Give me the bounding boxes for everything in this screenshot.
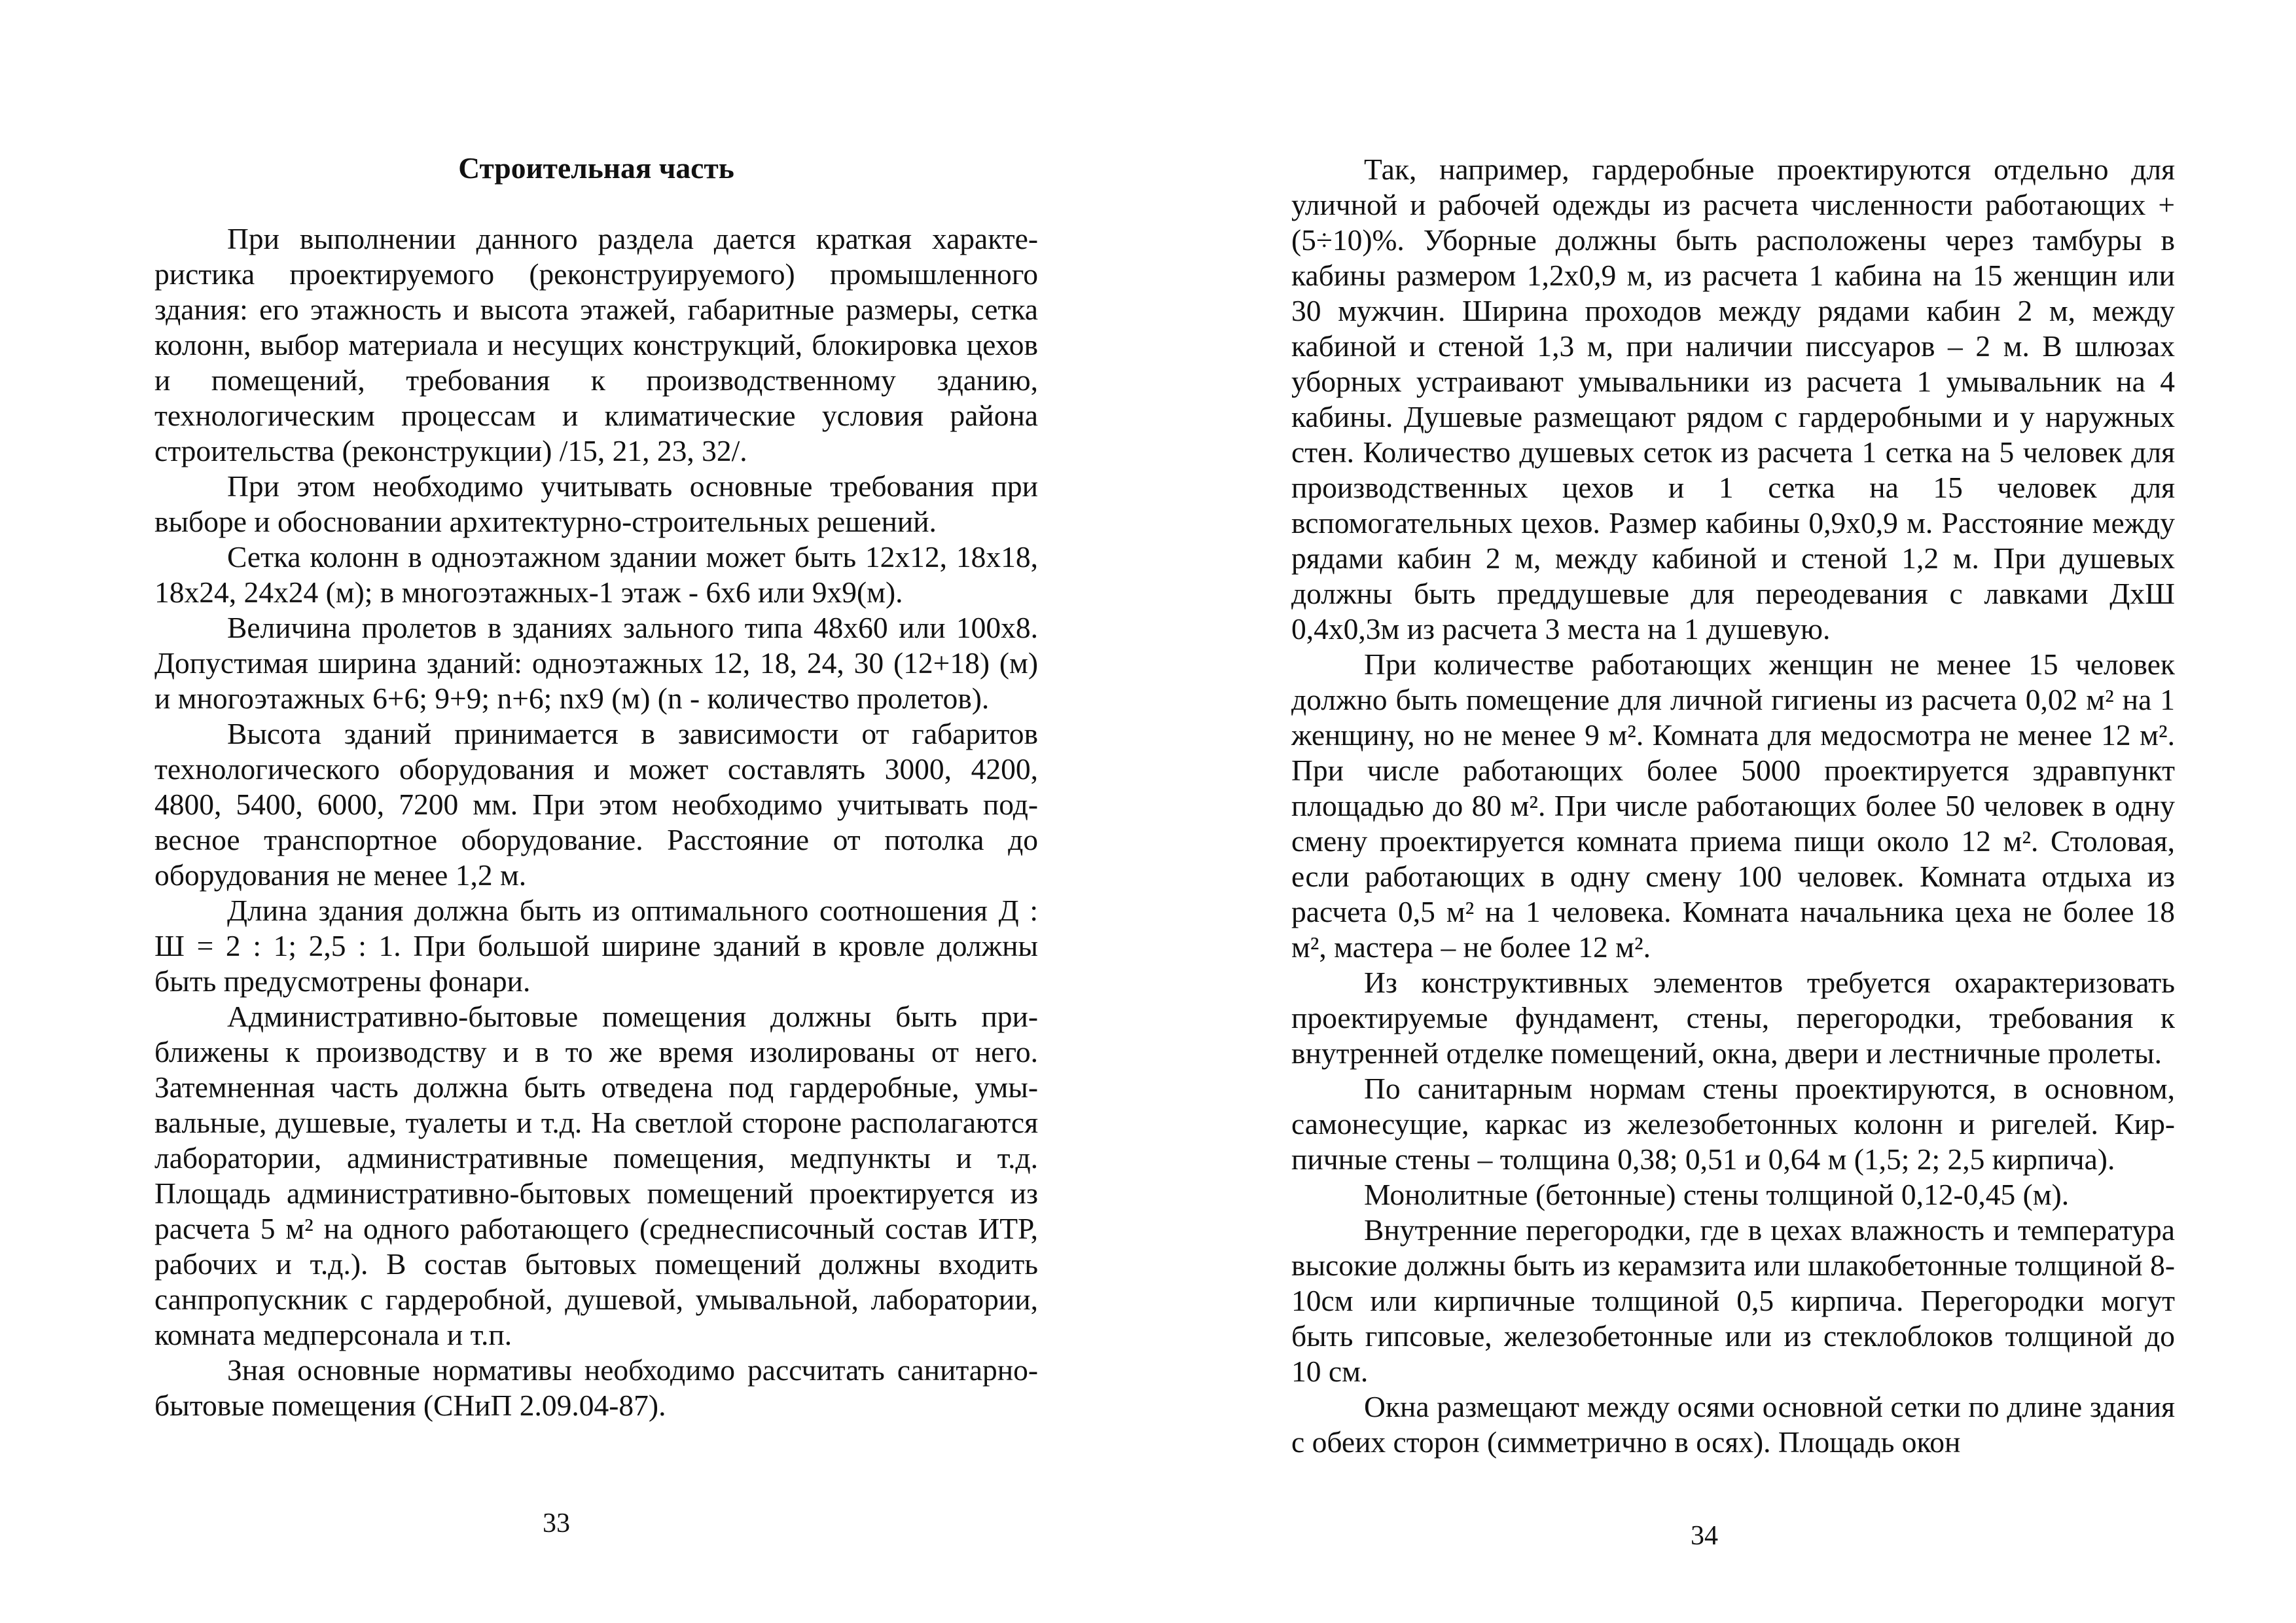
paragraph: По санитарным нормам стены проектируются, в основном, самонесущие, каркас из железобетонных колонн и ригелей. Кирпичные стены – толщина 0,38; 0,51 и 0,64 м (1,5; 2; 2,5 кирпича). xyxy=(1291,1072,2175,1176)
paragraph: Величина пролетов в зданиях зального типа 48х60 или 100х8. Допустимая ширина зданий: одноэтажных 12, 18, 24, 30 (12+18) (м) и многоэтажных 6+6; 9+9; n+6; nх9 (м) (n - количество пролетов). xyxy=(154,611,1038,715)
paragraph: Высота зданий принимается в зависимости от габаритов технологического оборудования и может составлять 3000, 4200, 4800, 5400, 6000, 7200 мм. При этом необходимо учитывать подвесное транспортное оборудование. Расстояние от потолка до оборудования не менее 1,2 м. xyxy=(154,717,1038,892)
section-heading: Строительная часть xyxy=(458,151,734,185)
right-page xyxy=(1148,0,2296,1623)
paragraph: Так, например, гардеробные проектируются отдельно для уличной и рабочей одежды из расчета численности работающих + (5÷10)%. Уборные должны быть расположены через тамбуры в кабины размером 1,2х0,9 м, из расчета 1 кабина на 15 женщин или 30 мужчин. Ширина проходов между рядами кабин 2 м, между кабиной и стеной 1,3 м, при наличии писсуаров – 2 м. В шлюзах уборных устраивают умывальники из расчета 1 умывальник на 4 кабины. Душевые размещают рядом с гардеробными и у наружных стен. Количество душевых сеток из расчета 1 сетка на 5 человек для производственных цехов и 1 сетка на 15 человек для вспомогательных цехов. Размер кабины 0,9х0,9 м. Расстояние между рядами кабин 2 м, между кабиной и стеной 1,2 м. При душевых должны быть преддушевые для переодевания с лавками ДхШ 0,4х0,3м из расчета 3 места на 1 душевую. xyxy=(1291,153,2175,646)
paragraph: При выполнении данного раздела дается краткая характеристика проектируемого (реконструируемого) промышленного здания: его этажность и высота этажей, габаритные размеры, сетка колонн, выбор материала и несущих конструкций, блокировка цехов и помещений, требования к производственному зданию, технологическим процессам и климатические условия района строительства (реконструкции) /15, 21, 23, 32/. xyxy=(154,222,1038,467)
paragraph: Зная основные нормативы необходимо рассчитать санитарно-бытовые помещения (СНиП 2.09.04-87). xyxy=(154,1353,1038,1422)
left-page-text xyxy=(154,151,1038,1423)
paragraph: Административно-бытовые помещения должны быть приближены к производству и в то же время изолированы от него. Затемненная часть должна быть отведена под гардеробные, умывальные, душевые, туалеты и т.д. На светлой стороне располагаются лаборатории, административные помещения, медпункты и т.д. Площадь административно-бытовых помещений проектируется из расчета 5 м² на одного работающего (среднесписочный состав ИТР, рабочих и т.д.). В состав бытовых помещений должны входить санпропускник с гардеробной, душевой, умывальной, лаборатории, комната медперсонала и т.п. xyxy=(154,1000,1038,1351)
paragraph: Монолитные (бетонные) стены толщиной 0,12-0,45 (м). xyxy=(1364,1178,2070,1211)
page-number: 34 xyxy=(1691,1521,1718,1551)
paragraph: Окна размещают между осями основной сетки по длине здания с обеих сторон (симметрично в осях). Площадь окон xyxy=(1291,1390,2175,1459)
paragraph: При этом необходимо учитывать основные требования при выборе и обосновании архитектурно-строительных решений. xyxy=(154,469,1038,538)
page-number: 33 xyxy=(543,1508,570,1539)
paragraph: Сетка колонн в одноэтажном здании может быть 12х12, 18х18, 18х24, 24х24 (м); в многоэтажных-1 этаж - 6х6 или 9х9(м). xyxy=(154,540,1038,609)
paragraph: Длина здания должна быть из оптимального соотношения Д : Ш = 2 : 1; 2,5 : 1. При большой ширине зданий в кровле должны быть предусмотрены фонари. xyxy=(154,894,1038,998)
paragraph: Внутренние перегородки, где в цехах влажность и температура высокие должны быть из керамзита или шлакобетонные толщиной 8-10см или кирпичные толщиной 0,5 кирпича. Перегородки могут быть гипсовые, железобетонные или из стеклоблоков толщиной до 10 см. xyxy=(1291,1213,2175,1388)
paragraph: При количестве работающих женщин не менее 15 человек должно быть помещение для личной гигиены из расчета 0,02 м² на 1 женщину, но не менее 9 м². Комната для медосмотра не менее 12 м². При числе работающих более 5000 проектируется здравпункт площадью до 80 м². При числе работающих более 50 человек в одну смену проектируется комната приема пищи около 12 м². Столовая, если работающих в одну смену 100 человек. Комната отдыха из расчета 0,5 м² на 1 человека. Комната начальника цеха не более 18 м², мастера – не более 12 м². xyxy=(1291,647,2175,964)
right-page-text xyxy=(1291,152,2175,1460)
paragraph: Из конструктивных элементов требуется охарактеризовать проектируемые фундамент, стены, перегородки, требования к внутренней отделке помещений, окна, двери и лестничные пролеты. xyxy=(1291,966,2175,1070)
